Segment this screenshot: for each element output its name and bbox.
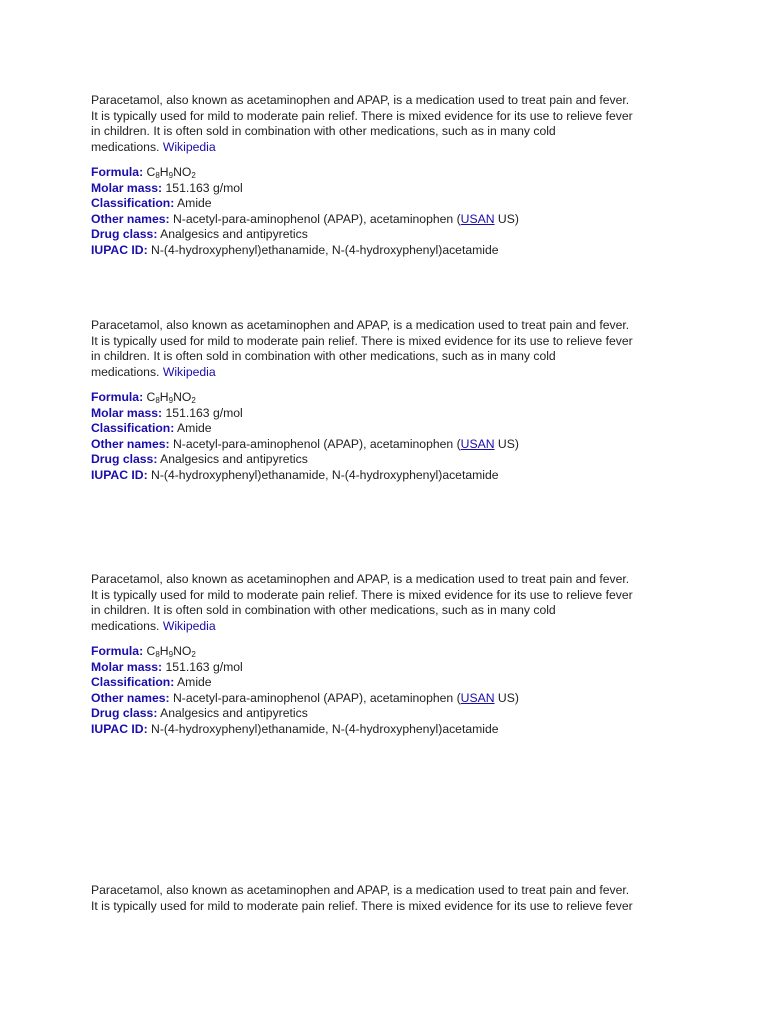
- classification-value: Amide: [177, 421, 212, 435]
- summary-paragraph: [91, 93, 691, 155]
- fact-other-names: [91, 437, 691, 453]
- iupac-value: N-(4-hydroxyphenyl)ethanamide, N-(4-hydroxyphenyl)acetamide: [151, 467, 499, 482]
- iupac-value: N-(4-hydroxyphenyl)ethanamide, N-(4-hydroxyphenyl)acetamide: [151, 242, 499, 257]
- other-names-value: N-acetyl-para-aminophenol (APAP), acetaminophen (: [172, 211, 461, 226]
- drug-class-label: Drug class:: [91, 452, 158, 466]
- summary-line: It is typically used for mild to moderate pain relief. There is mixed evidence for its use to relieve fever: [91, 587, 633, 602]
- wikipedia-link[interactable]: Wikipedia: [162, 139, 216, 154]
- formula-value: $C_8H_9NO_2$: [146, 390, 196, 405]
- drug-class-label: Drug class:: [91, 706, 158, 720]
- fact-formula: [91, 644, 691, 660]
- classification-value: Amide: [177, 675, 212, 689]
- molar-mass-value: 151.163 g/mol: [165, 180, 243, 195]
- fact-iupac: [91, 468, 691, 484]
- other-names-value: N-acetyl-para-aminophenol (APAP), acetaminophen (: [172, 436, 461, 451]
- fact-classification: [91, 421, 691, 437]
- usan-link[interactable]: USAN: [460, 690, 495, 705]
- iupac-value: N-(4-hydroxyphenyl)ethanamide, N-(4-hydroxyphenyl)acetamide: [151, 721, 499, 736]
- drug-class-value: Analgesics and antipyretics: [160, 452, 308, 466]
- paracetamol-block-2: [91, 318, 691, 483]
- molar-mass-value: 151.163 g/mol: [165, 659, 243, 674]
- molar-mass-label: Molar mass:: [91, 659, 163, 674]
- fact-formula: [91, 165, 691, 181]
- summary-line: It is typically used for mild to moderate pain relief. There is mixed evidence for its use to relieve fever: [91, 333, 633, 348]
- fact-molar-mass: [91, 181, 691, 197]
- other-names-suffix: US): [494, 436, 519, 451]
- molar-mass-value: 151.163 g/mol: [165, 405, 243, 420]
- drug-class-label: Drug class:: [91, 227, 158, 241]
- usan-link[interactable]: USAN: [460, 211, 495, 226]
- formula-value: $C_8H_9NO_2$: [146, 165, 196, 180]
- summary-line: It is typically used for mild to moderate pain relief. There is mixed evidence for its use to relieve fever: [91, 108, 633, 123]
- facts-list: [91, 390, 691, 483]
- molar-mass-label: Molar mass:: [91, 180, 163, 195]
- summary-paragraph: [91, 883, 691, 914]
- summary-line: Paracetamol, also known as acetaminophen and APAP, is a medication used to treat pain and fever.: [91, 883, 630, 897]
- summary-line: in children. It is often sold in combination with other medications, such as in many cold: [91, 349, 556, 363]
- summary-line-text: medications.: [91, 364, 160, 379]
- fact-molar-mass: [91, 660, 691, 676]
- other-names-suffix: US): [494, 690, 519, 705]
- iupac-label: IUPAC ID:: [91, 467, 148, 482]
- other-names-label: Other names:: [91, 436, 170, 451]
- wikipedia-link[interactable]: Wikipedia: [162, 618, 216, 633]
- summary-line: in children. It is often sold in combination with other medications, such as in many cold: [91, 124, 556, 138]
- facts-list: [91, 165, 691, 258]
- fact-molar-mass: [91, 406, 691, 422]
- summary-line: Paracetamol, also known as acetaminophen and APAP, is a medication used to treat pain and fever.: [91, 93, 630, 107]
- classification-label: Classification:: [91, 675, 175, 689]
- fact-classification: [91, 675, 691, 691]
- classification-value: Amide: [177, 196, 212, 210]
- summary-line-last: [91, 365, 691, 381]
- classification-label: Classification:: [91, 196, 175, 210]
- iupac-label: IUPAC ID:: [91, 242, 148, 257]
- classification-label: Classification:: [91, 421, 175, 435]
- formula-value: $C_8H_9NO_2$: [146, 644, 196, 659]
- fact-other-names: [91, 212, 691, 228]
- facts-list: [91, 644, 691, 737]
- drug-class-value: Analgesics and antipyretics: [160, 706, 308, 720]
- summary-line-text: medications.: [91, 618, 160, 633]
- summary-line: It is typically used for mild to moderate pain relief. There is mixed evidence for its use to relieve fever: [91, 898, 633, 913]
- fact-iupac: [91, 722, 691, 738]
- summary-line: Paracetamol, also known as acetaminophen and APAP, is a medication used to treat pain and fever.: [91, 572, 630, 586]
- summary-paragraph: [91, 318, 691, 380]
- molar-mass-label: Molar mass:: [91, 405, 163, 420]
- usan-link[interactable]: USAN: [460, 436, 495, 451]
- iupac-label: IUPAC ID:: [91, 721, 148, 736]
- fact-drug-class: [91, 227, 691, 243]
- wikipedia-link[interactable]: Wikipedia: [162, 364, 216, 379]
- drug-class-value: Analgesics and antipyretics: [160, 227, 308, 241]
- paracetamol-block-1: [91, 93, 691, 258]
- summary-line: in children. It is often sold in combination with other medications, such as in many cold: [91, 603, 556, 617]
- fact-drug-class: [91, 452, 691, 468]
- other-names-value: N-acetyl-para-aminophenol (APAP), acetaminophen (: [172, 690, 461, 705]
- other-names-label: Other names:: [91, 211, 170, 226]
- formula-label: Formula:: [91, 165, 144, 179]
- fact-iupac: [91, 243, 691, 259]
- formula-label: Formula:: [91, 644, 144, 658]
- summary-paragraph: [91, 572, 691, 634]
- fact-drug-class: [91, 706, 691, 722]
- formula-label: Formula:: [91, 390, 144, 404]
- other-names-suffix: US): [494, 211, 519, 226]
- summary-line: Paracetamol, also known as acetaminophen and APAP, is a medication used to treat pain and fever.: [91, 318, 630, 332]
- paracetamol-block-3: [91, 572, 691, 737]
- fact-formula: [91, 390, 691, 406]
- other-names-label: Other names:: [91, 690, 170, 705]
- paracetamol-block-4: [91, 883, 691, 914]
- fact-other-names: [91, 691, 691, 707]
- fact-classification: [91, 196, 691, 212]
- summary-line-last: [91, 619, 691, 635]
- summary-line-text: medications.: [91, 139, 160, 154]
- summary-line-last: [91, 140, 691, 156]
